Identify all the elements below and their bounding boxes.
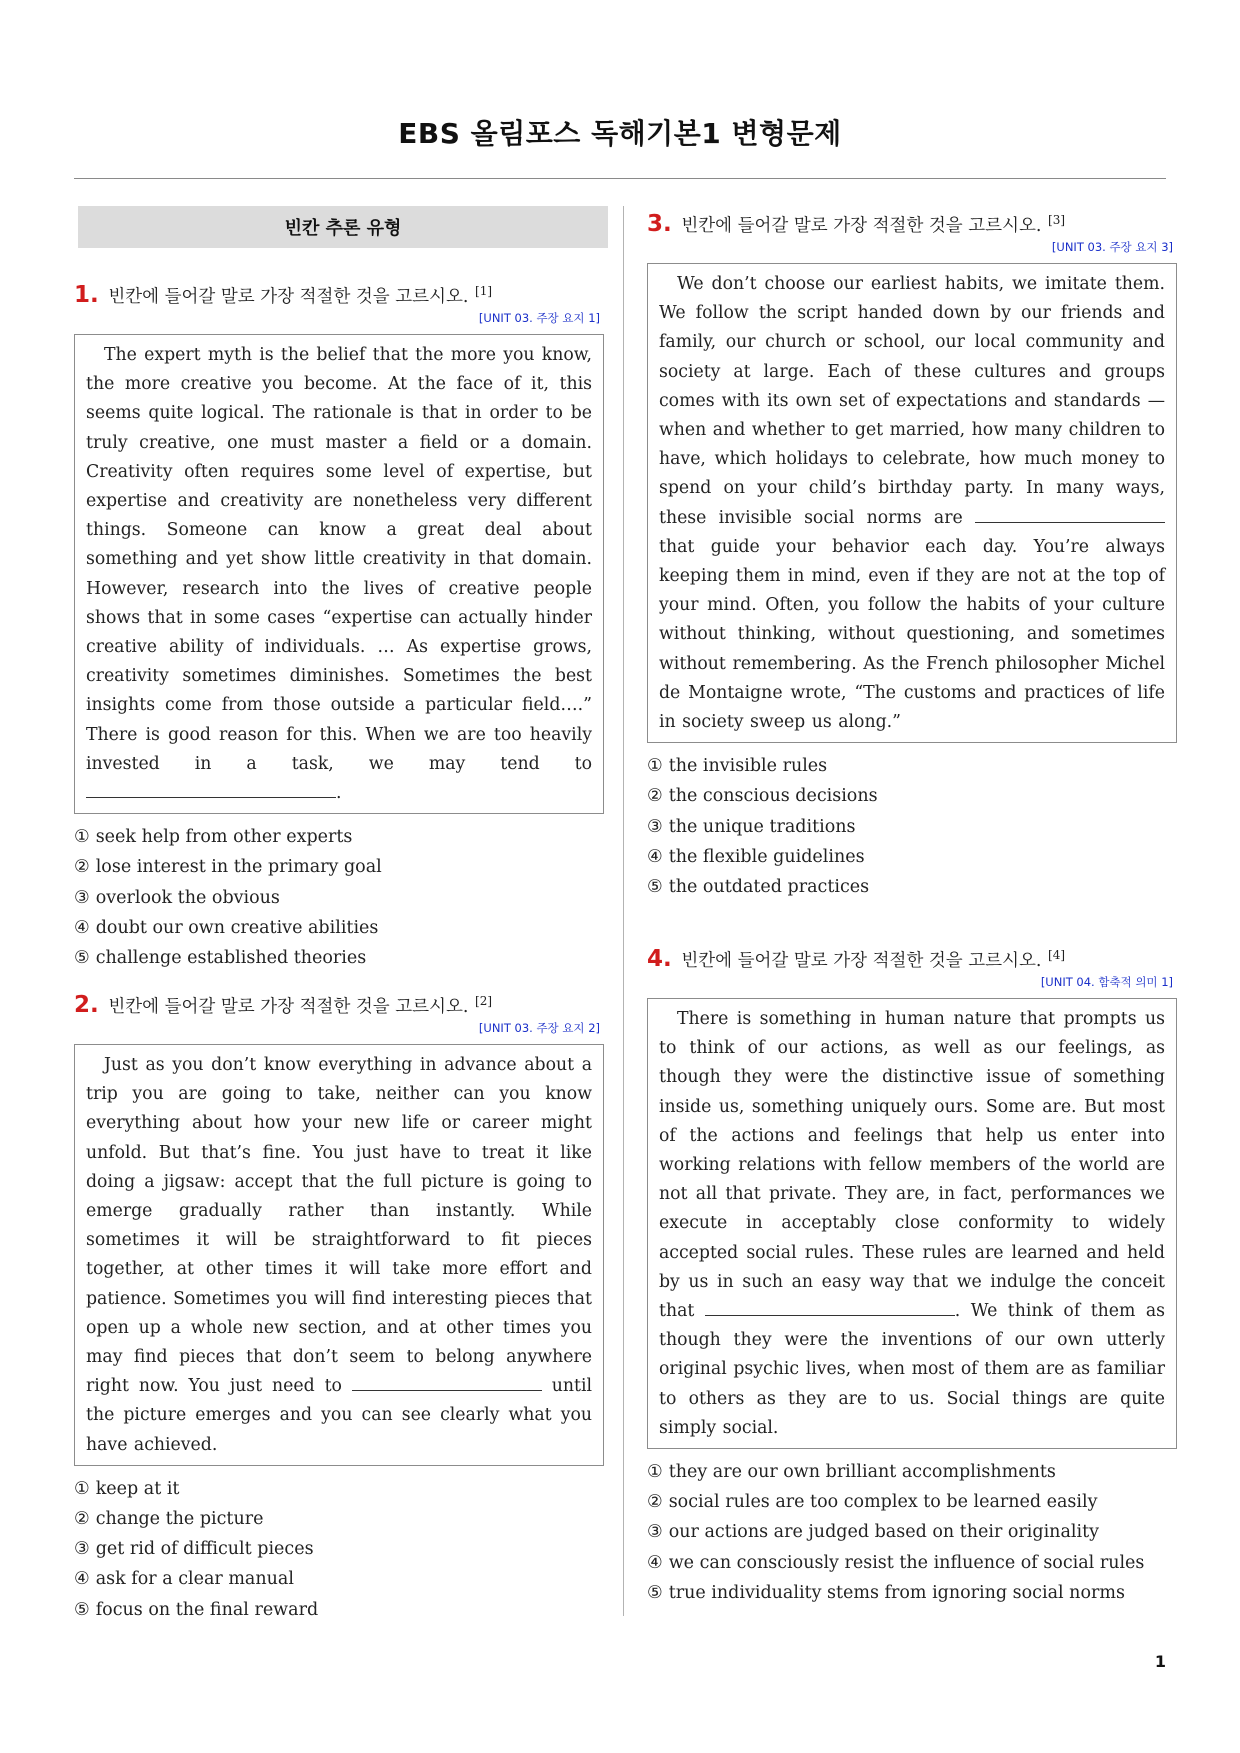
passage-text [659,1005,1165,1443]
choice-text: challenge established theories [95,948,367,969]
passage-text [86,1051,592,1460]
choice-2[interactable] [74,852,604,882]
passage-part-after: . [336,783,342,804]
question-number: 3. [647,210,672,237]
question-1 [74,274,604,973]
choice-mark: ③ [647,816,663,837]
passage-part-before: There is something in human nature that prompts us to think of our actions, as well as our feelings, as though they were the distinctive issue of something inside us, something uniquely ours. Some are. But most of the actions and feelings that help us enter into working relations with fellow members of the world are not all that private. They are, in fact, performances we execute in acceptably close conformity to widely accepted social rules. These rules are learned and held by us in such an easy way that we indulge the conceit that [659,1009,1165,1322]
choice-mark: ③ [74,887,90,908]
page-number: 1 [1154,1652,1166,1671]
answer-choices [647,1457,1177,1608]
question-prompt: 빈칸에 들어갈 말로 가장 적절한 것을 고르시오. [681,950,1042,971]
choice-3[interactable] [74,1534,604,1564]
answer-choices [74,822,604,973]
passage-part-after: that guide your behavior each day. You’re always keeping them in mind, even if they are not at the top of your mind. Often, you follow the habits of your culture without thinking, without questioning, and sometimes without remembering. As the French philosopher Michel de Montaigne wrote, “The customs and practices of life in society sweep us along.” [659,536,1165,733]
choice-mark: ② [647,1492,663,1513]
passage-box [647,263,1177,743]
answer-choices [74,1474,604,1625]
question-3 [647,203,1177,902]
passage-part-after: until the picture emerges and you can see clearly what you have achieved. [86,1376,592,1455]
choice-mark: ② [74,1509,90,1530]
answer-blank [352,1372,542,1391]
question-number: 2. [74,991,99,1018]
choice-4[interactable] [647,842,1177,872]
choice-text: keep at it [95,1478,180,1499]
choice-text: seek help from other experts [95,827,353,848]
choice-mark: ① [74,827,90,848]
choice-text: overlook the obvious [95,887,280,908]
choice-mark: ⑤ [647,1582,663,1603]
choice-mark: ② [74,857,90,878]
choice-5[interactable] [647,872,1177,902]
choice-mark: ⑤ [74,948,90,969]
passage-part-before: We don’t choose our earliest habits, we imitate them. We follow the script handed down by our friends and family, our church or school, our local community and society at large. Each of these cultures and groups comes with its own set of expectations and standards — when and whether to get married, how many children to have, which holidays to celebrate, how much money to spend on your child’s birthday party. In many ways, these invisible social norms are [659,274,1165,528]
choice-1[interactable] [74,1474,604,1504]
choice-mark: ④ [74,917,90,938]
answer-blank [975,504,1165,523]
question-reference: [1] [475,284,493,298]
choice-text: doubt our own creative abilities [95,917,379,938]
choice-mark: ⑤ [74,1599,90,1620]
choice-text: the flexible guidelines [668,846,865,867]
section-header: 빈칸 추론 유형 [78,206,608,248]
passage-part-before: Just as you don’t know everything in advance about a trip you are going to take, neither can you know everything about how your new life or career might unfold. But that’s fine. You just have to treat it like doing a jigsaw: accept that the full picture is going to emerge gradually rather than instantly. While sometimes it will be straightforward to fit pieces together, at other times it will take more effort and patience. Sometimes you will find interesting pieces that open up a whole new section, and at other times you may find pieces that don’t seem to belong anywhere right now. You just need to [86,1055,593,1397]
passage-part-before: The expert myth is the belief that the more you know, the more creative you become. At the face of it, this seems quite logical. The rationale is that in order to be truly creative, one must master a field or a domain. Creativity often requires some level of expertise, but expertise and creativity are nonetheless very different things. Someone can know a great deal about something and yet show little creativity in that domain. However, research into the lives of creative people shows that in some cases “expertise can actually hinder creative ability of individuals. … As expertise grows, creativity sometimes diminishes. Sometimes the best insights come from those outside a particular field….” There is good reason for this. When we are too heavily invested in a task, we may tend to [86,345,592,774]
passage-box [74,334,604,814]
question-title [74,984,604,1018]
choice-3[interactable] [647,812,1177,842]
choice-mark: ④ [647,846,663,867]
question-number: 4. [647,945,672,972]
choice-text: true individuality stems from ignoring social norms [668,1582,1125,1603]
question-reference: [2] [475,994,493,1008]
choice-text: focus on the final reward [95,1599,319,1620]
choice-text: the conscious decisions [668,786,878,807]
unit-tag: [UNIT 03. 주장 요지 3] [1051,240,1173,254]
answer-blank [86,779,336,798]
choice-5[interactable] [74,943,604,973]
choice-1[interactable] [647,751,1177,781]
question-title [647,938,1177,972]
question-4 [647,938,1177,1608]
question-reference: [4] [1048,948,1066,962]
passage-part-after: . We think of them as though they were the inventions of our own utterly original psychic lives, when most of them are as familiar to others as they are to us. Social things are quite simply social. [659,1301,1166,1438]
choice-text: get rid of difficult pieces [95,1539,314,1560]
choice-mark: ⑤ [647,877,663,898]
choice-mark: ① [647,756,663,777]
choice-1[interactable] [74,822,604,852]
choice-text: our actions are judged based on their originality [668,1522,1099,1543]
unit-tag: [UNIT 03. 주장 요지 1] [478,311,600,325]
choice-text: social rules are too complex to be learned easily [668,1492,1098,1513]
choice-mark: ④ [74,1569,90,1590]
passage-box [647,998,1177,1449]
question-prompt: 빈칸에 들어갈 말로 가장 적절한 것을 고르시오. [108,286,469,307]
choice-mark: ① [74,1478,90,1499]
passage-text [659,270,1165,737]
choice-mark: ③ [647,1522,663,1543]
choice-3[interactable] [74,883,604,913]
question-prompt: 빈칸에 들어갈 말로 가장 적절한 것을 고르시오. [108,996,469,1017]
choice-3[interactable] [647,1517,1177,1547]
passage-box [74,1044,604,1466]
choice-mark: ③ [74,1539,90,1560]
choice-mark: ② [647,786,663,807]
unit-tag: [UNIT 04. 함축적 의미 1] [1040,975,1173,989]
column-divider [623,206,624,1616]
answer-choices [647,751,1177,902]
choice-mark: ① [647,1462,663,1483]
choice-text: ask for a clear manual [95,1569,294,1590]
choice-text: change the picture [95,1509,264,1530]
choice-1[interactable] [647,1457,1177,1487]
choice-2[interactable] [647,781,1177,811]
question-title [647,203,1177,237]
question-prompt: 빈칸에 들어갈 말로 가장 적절한 것을 고르시오. [681,215,1042,236]
choice-2[interactable] [647,1487,1177,1517]
choice-4[interactable] [647,1548,1177,1578]
choice-2[interactable] [74,1504,604,1534]
choice-5[interactable] [74,1595,604,1625]
answer-blank [705,1297,955,1316]
passage-text [86,341,592,808]
choice-text: they are our own brilliant accomplishments [668,1462,1056,1483]
question-2 [74,984,604,1625]
choice-text: we can consciously resist the influence of social rules [668,1552,1145,1573]
choice-5[interactable] [647,1578,1177,1608]
choice-mark: ④ [647,1552,663,1573]
choice-text: the outdated practices [668,877,870,898]
header-divider [74,178,1166,179]
choice-text: the unique traditions [668,816,856,837]
choice-text: the invisible rules [668,756,828,777]
page-title: EBS 올림포스 독해기본1 변형문제 [398,117,842,150]
choice-4[interactable] [74,1564,604,1594]
question-reference: [3] [1048,213,1066,227]
unit-tag: [UNIT 03. 주장 요지 2] [478,1021,600,1035]
question-title [74,274,604,308]
choice-4[interactable] [74,913,604,943]
choice-text: lose interest in the primary goal [95,857,382,878]
question-number: 1. [74,281,99,308]
